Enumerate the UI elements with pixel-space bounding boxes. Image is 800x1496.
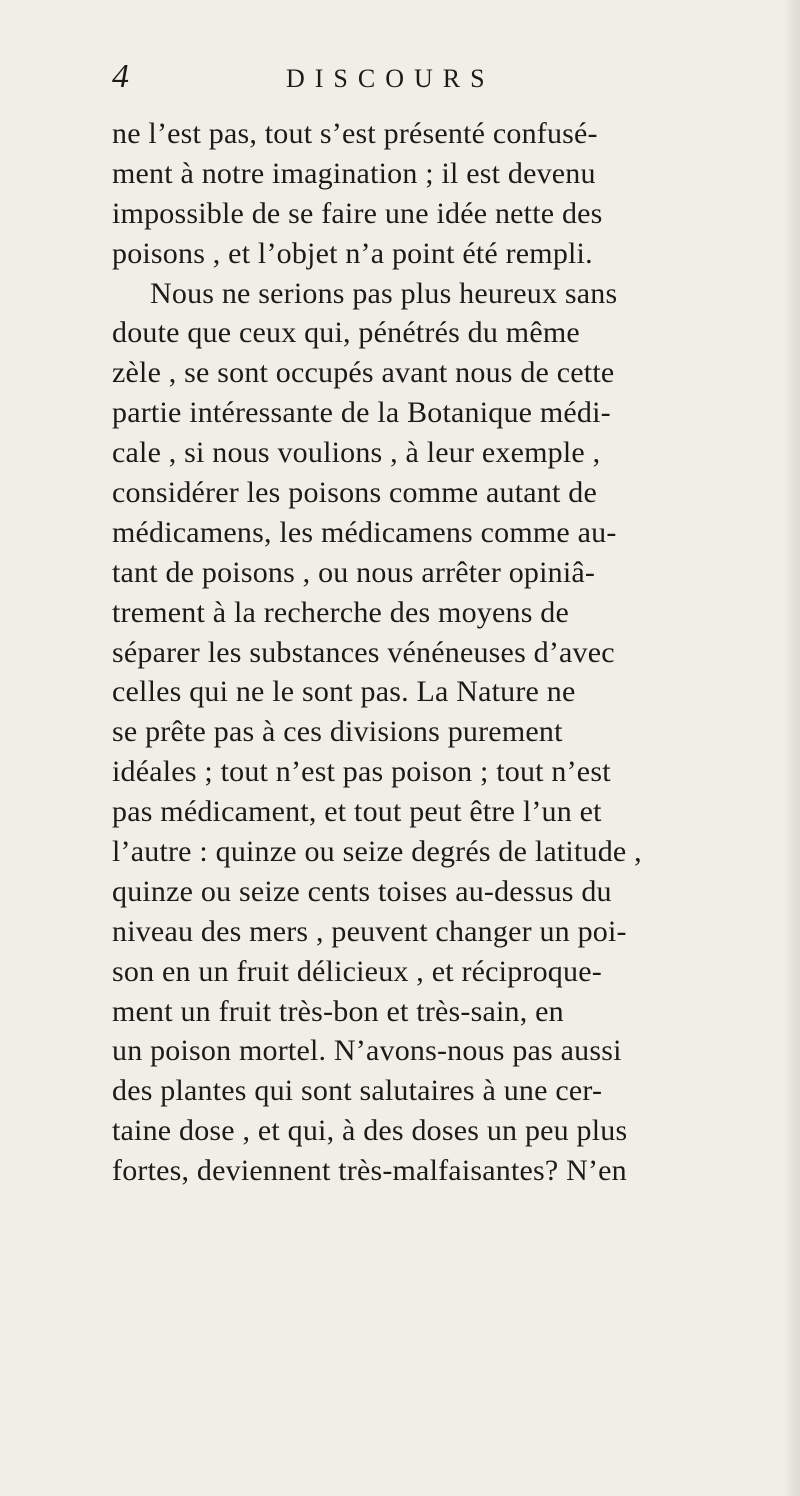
text-line-23: ment un fruit très-bon et très-sain, en [112,994,564,1028]
text-line-22: son en un fruit délicieux , et réciproque- [112,954,602,988]
text-line-11: médicamens, les médicamens comme au- [112,515,617,549]
text-line-25: des plantes qui sont salutaires à une cer- [112,1074,603,1108]
running-head: DISCOURS [286,64,495,93]
text-line-17: idéales ; tout n’est pas poison ; tout n’est [112,755,611,789]
text-line-8: partie intéressante de la Botanique médi- [112,396,611,430]
text-line-13: trement à la recherche des moyens de [112,595,569,629]
text-line-2: ment à notre imagination ; il est devenu [112,156,596,190]
text-line-24: un poison mortel. N’avons-nous pas aussi [112,1034,622,1068]
text-line-9: cale , si nous voulions , à leur exemple , [112,436,601,470]
text-line-16: se prête pas à ces divisions purement [112,715,563,749]
text-line-20: quinze ou seize cents toises au-dessus du [112,874,612,908]
text-line-3: impossible de se faire une idée nette des [112,196,603,230]
text-line-5: Nous ne serions pas plus heureux sans [150,276,618,310]
page-number: 4 [112,58,129,95]
text-line-12: tant de poisons , ou nous arrêter opiniâ- [112,555,596,589]
text-line-14: séparer les substances vénéneuses d’avec [112,635,615,669]
text-line-10: considérer les poisons comme autant de [112,476,597,510]
text-line-21: niveau des mers , peuvent changer un poi- [112,914,627,948]
body-text [112,114,800,1191]
text-line-7: zèle , se sont occupés avant nous de cette [112,356,615,390]
text-line-1: ne l’est pas, tout s’est présenté confusé- [112,117,598,150]
page-header [112,58,612,106]
text-line-6: doute que ceux qui, pénétrés du même [112,316,580,350]
text-line-19: l’autre : quinze ou seize degrés de latitude , [112,835,642,869]
text-line-18: pas médicament, et tout peut être l’un et [112,795,602,829]
text-line-26: taine dose , et qui, à des doses un peu plus [112,1114,628,1148]
text-line-4: poisons , et l’objet n’a point été rempli. [112,236,593,270]
text-line-15: celles qui ne le sont pas. La Nature ne [112,675,576,709]
text-line-27: fortes, deviennent très-malfaisantes? N’en [112,1154,627,1188]
